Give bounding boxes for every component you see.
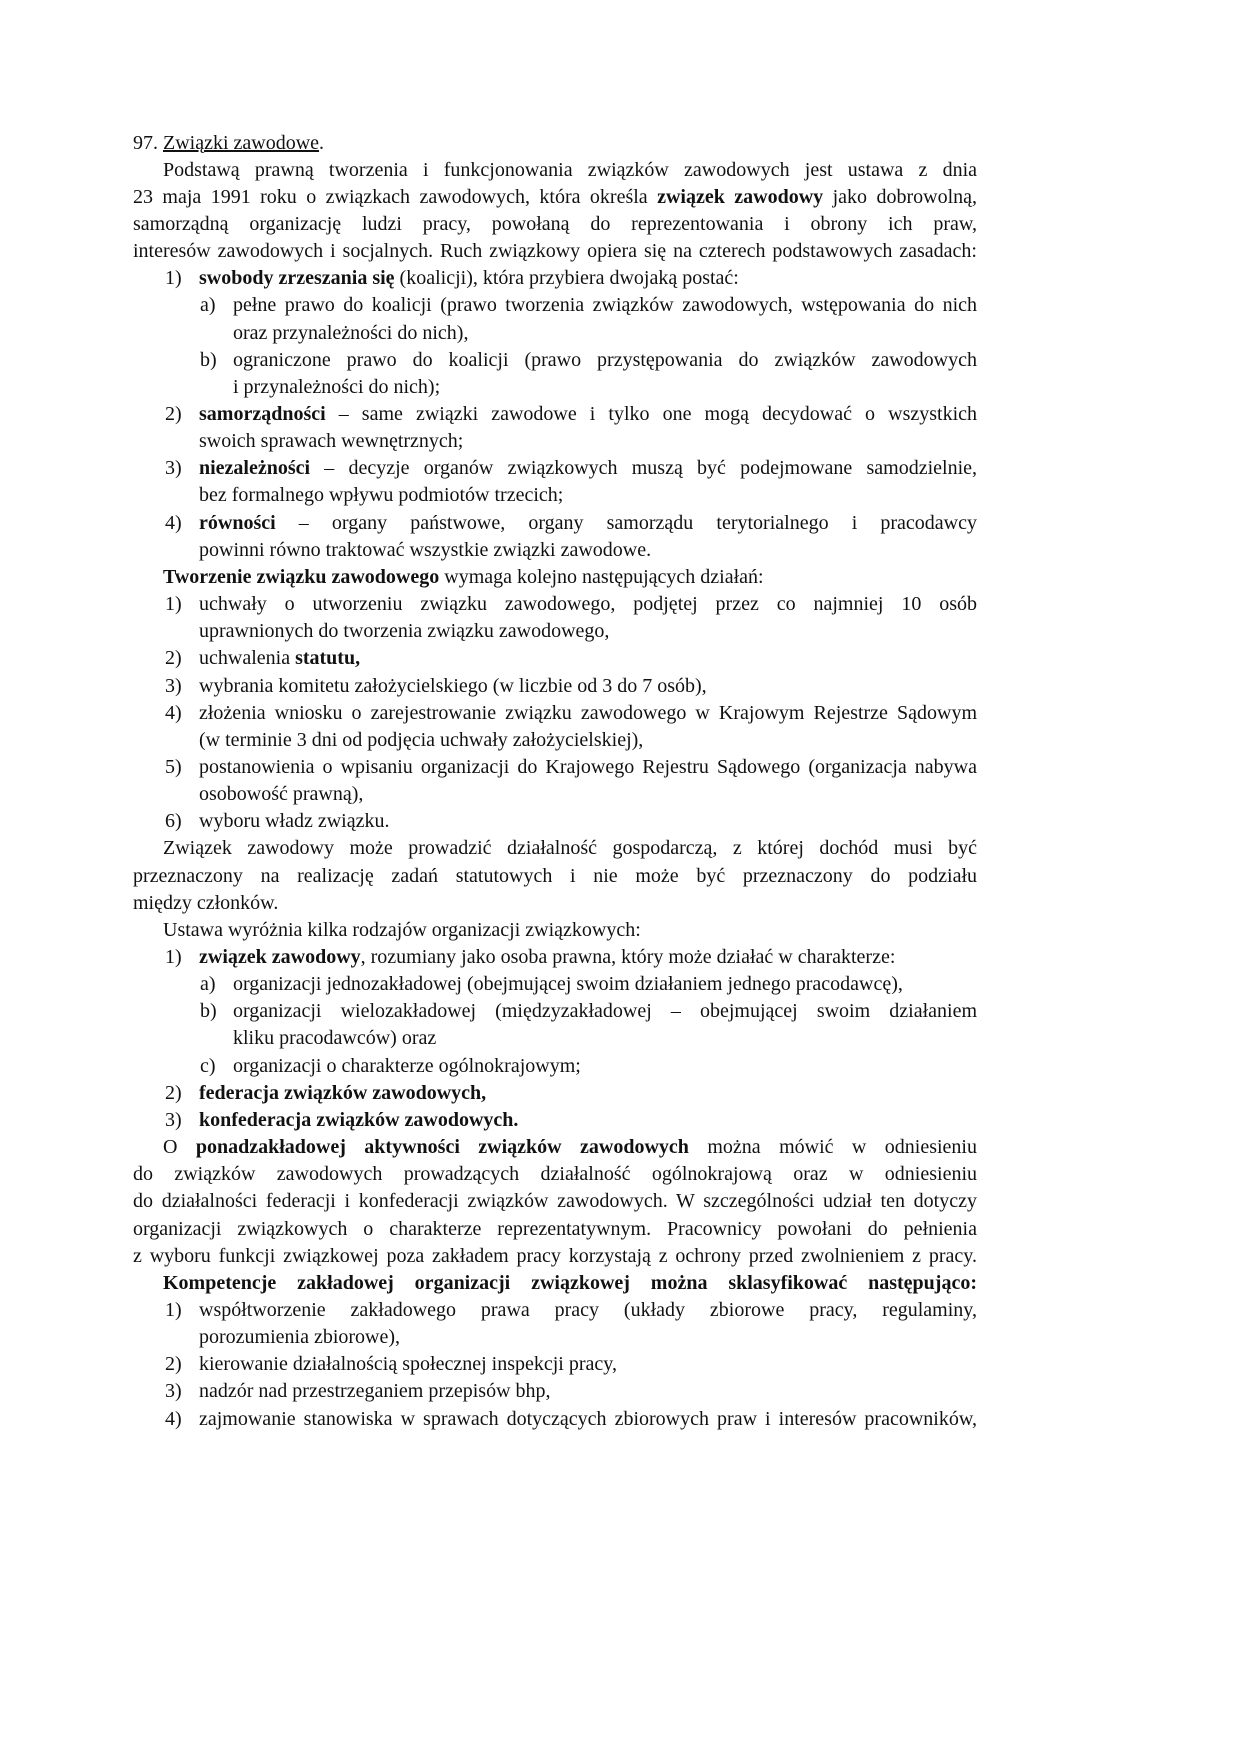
line-text [233, 292, 977, 319]
line-text [199, 808, 977, 835]
bold-text: niezależności [199, 457, 311, 480]
text-segment: kierowanie działalnością społecznej inspekcji pracy, [199, 1353, 617, 1376]
text-line [133, 1025, 977, 1052]
line-text [199, 645, 977, 672]
text-segment: wybrania komitetu założycielskiego (w liczbie od 3 do 7 osób), [199, 674, 707, 697]
text-line [133, 808, 977, 835]
text-line [133, 1053, 977, 1080]
line-text [199, 944, 977, 971]
text-line [133, 1107, 977, 1134]
line-text [199, 754, 977, 781]
text-line [133, 1378, 977, 1405]
text-segment: uchwały o utworzeniu związku zawodowego, podjętej przez co najmniej 10 osób [199, 593, 977, 616]
line-text [199, 1297, 977, 1324]
text-line [133, 320, 977, 347]
line-text [199, 265, 977, 292]
text-segment: – decyzje organów związkowych muszą być podejmowane samodzielnie, [310, 457, 977, 480]
text-line [133, 1406, 977, 1433]
line-text [163, 835, 977, 862]
line-text [163, 917, 977, 944]
text-segment: organizacji wielozakładowej (międzyzakładowej – obejmującej swoim działaniem [233, 1000, 977, 1023]
text-line [133, 1080, 977, 1107]
text-segment: – same związki zawodowe i tylko one mogą decydować o wszystkich [325, 403, 977, 425]
line-text [199, 401, 977, 428]
text-line [133, 1297, 977, 1324]
text-segment: z wyboru funkcji związkowej poza zakładem pracy korzystają z ochrony przed zwolnieniem z pracy. [133, 1244, 977, 1267]
line-text [199, 1324, 977, 1351]
line-text [133, 863, 977, 890]
text-line [133, 537, 977, 564]
text-line [133, 591, 977, 618]
text-line [133, 428, 977, 455]
text-line [133, 1134, 977, 1161]
text-line [133, 1351, 977, 1378]
text-line [133, 184, 977, 211]
text-line [133, 998, 977, 1025]
text-line [133, 347, 977, 374]
text-segment: Ustawa wyróżnia kilka rodzajów organizacji związkowych: [163, 918, 641, 941]
list-marker: 1) [165, 593, 182, 616]
text-segment: do działalności federacji i konfederacji związków zawodowych. W szczególności udział ten dotyczy [133, 1190, 977, 1213]
text-line [133, 374, 977, 401]
list-marker: 3) [165, 1108, 182, 1131]
text-segment: nadzór nad przestrzeganiem przepisów bhp, [199, 1380, 551, 1403]
bold-text: Kompetencje zakładowej organizacji związkowej można sklasyfikować następująco: [163, 1271, 977, 1294]
text-segment: do związków zawodowych prowadzących działalność ogólnokrajową oraz w odniesieniu [133, 1163, 977, 1186]
text-segment: organizacji związkowych o charakterze reprezentatywnym. Pracownicy powołani do pełnienia [133, 1217, 977, 1240]
line-text [199, 1406, 977, 1433]
text-line [133, 618, 977, 645]
line-text [199, 781, 977, 808]
bold-text: samorządności [199, 403, 326, 425]
text-line [133, 754, 977, 781]
text-line [133, 781, 977, 808]
text-line [133, 673, 977, 700]
line-text [199, 537, 977, 564]
text-line [133, 835, 977, 862]
text-line [133, 700, 977, 727]
bold-text: statutu, [295, 647, 361, 670]
list-marker: 1) [165, 267, 182, 290]
text-line [133, 238, 977, 265]
text-line [133, 944, 977, 971]
line-text [133, 1243, 977, 1270]
text-segment: ograniczone prawo do koalicji (prawo przystępowania do związków zawodowych [233, 348, 977, 371]
text-segment: organizacji o charakterze ogólnokrajowym; [233, 1054, 581, 1077]
line-text [233, 998, 977, 1025]
text-segment: wymaga kolejno następujących działań: [439, 565, 764, 588]
list-marker: 5) [165, 755, 182, 778]
line-text [199, 700, 977, 727]
text-segment: między członków. [133, 891, 279, 914]
bold-text: Tworzenie związku zawodowego [163, 565, 440, 588]
line-text [199, 727, 977, 754]
line-text [133, 211, 977, 238]
text-segment: jako dobrowolną, [823, 185, 978, 208]
text-segment: , rozumiany jako osoba prawna, który może działać w charakterze: [360, 946, 896, 968]
text-line [133, 1270, 977, 1297]
text-segment: powinni równo traktować wszystkie związki zawodowe. [199, 538, 652, 561]
line-text [133, 890, 977, 917]
line-text [163, 564, 977, 591]
bold-text: federacja związków zawodowych, [199, 1081, 487, 1104]
text-segment: postanowienia o wpisaniu organizacji do Krajowego Rejestru Sądowego (organizacja nabywa [199, 755, 977, 778]
list-marker: 4) [165, 511, 182, 534]
line-text [199, 482, 977, 509]
text-line [133, 917, 977, 944]
list-marker: 3) [165, 1380, 182, 1403]
list-marker: 2) [165, 647, 182, 670]
bold-text: związek zawodowy [657, 185, 824, 208]
text-segment: wyboru władz związku. [199, 810, 390, 833]
line-text [163, 157, 977, 184]
line-text [133, 130, 977, 157]
text-segment: złożenia wniosku o zarejestrowanie związku zawodowego w Krajowym Rejestrze Sądowym [199, 701, 977, 724]
line-text [199, 455, 977, 482]
list-marker: 6) [165, 810, 182, 833]
bold-text: swobody zrzeszania się [199, 267, 395, 290]
text-segment: organizacji jednozakładowej (obejmującej swoim działaniem jednego pracodawcę), [233, 973, 903, 996]
text-segment: uchwalenia [199, 647, 296, 670]
list-marker: c) [200, 1054, 216, 1077]
text-line [133, 863, 977, 890]
line-text [133, 1188, 977, 1215]
text-segment: oraz przynależności do nich), [233, 321, 469, 344]
text-line [133, 510, 977, 537]
list-marker: 3) [165, 457, 182, 480]
text-segment: pełne prawo do koalicji (prawo tworzenia związków zawodowych, wstępowania do nich [233, 294, 977, 317]
line-text [163, 1270, 977, 1297]
text-line [133, 1243, 977, 1270]
text-segment: 97. [133, 131, 163, 154]
bold-text: konfederacja związków zawodowych. [199, 1108, 519, 1131]
list-marker: a) [200, 973, 216, 996]
text-line [133, 645, 977, 672]
line-text [199, 591, 977, 618]
line-text [199, 428, 977, 455]
line-text [133, 238, 977, 265]
text-segment: można mówić w odniesieniu [688, 1136, 977, 1159]
line-text [233, 374, 977, 401]
line-text [199, 1378, 977, 1405]
text-segment: współtworzenie zakładowego prawa pracy (układy zbiorowe pracy, regulaminy, [199, 1298, 977, 1321]
text-segment: Podstawą prawną tworzenia i funkcjonowania związków zawodowych jest ustawa z dnia [163, 158, 977, 181]
line-text [199, 1080, 977, 1107]
text-line [133, 1188, 977, 1215]
text-segment: swoich sprawach wewnętrznych; [199, 430, 464, 453]
text-line [133, 455, 977, 482]
line-text [133, 1216, 977, 1243]
list-marker: 4) [165, 701, 182, 724]
line-text [133, 1161, 977, 1188]
line-text [233, 320, 977, 347]
text-segment: osobowość prawną), [199, 783, 364, 806]
text-segment: 23 maja 1991 roku o związkach zawodowych, która określa [133, 185, 658, 208]
line-text [233, 1025, 977, 1052]
text-segment: (koalicji), która przybiera dwojaką postać: [394, 267, 739, 290]
line-text [199, 510, 977, 537]
text-line [133, 211, 977, 238]
text-segment: – organy państwowe, organy samorządu terytorialnego i pracodawcy [275, 511, 977, 534]
line-text [199, 673, 977, 700]
list-marker: 3) [165, 674, 182, 697]
text-segment: uprawnionych do tworzenia związku zawodowego, [199, 620, 610, 643]
text-segment: O [163, 1136, 196, 1159]
text-line [133, 157, 977, 184]
text-line [133, 971, 977, 998]
text-segment: . [319, 131, 325, 154]
line-text [133, 184, 977, 211]
list-marker: b) [200, 1000, 217, 1023]
section-title [133, 130, 977, 157]
line-text [199, 618, 977, 645]
line-text [233, 347, 977, 374]
underlined-text: Związki zawodowe [163, 131, 320, 154]
text-segment: Związek zawodowy może prowadzić działalność gospodarczą, z której dochód musi być [163, 837, 977, 860]
text-line [133, 265, 977, 292]
text-line [133, 1161, 977, 1188]
text-segment: (w terminie 3 dni od podjęcia uchwały założycielskiej), [199, 728, 644, 751]
text-line [133, 564, 977, 591]
list-marker: 4) [165, 1407, 182, 1430]
list-marker: 1) [165, 1298, 182, 1321]
text-segment: kliku pracodawców) oraz [233, 1027, 437, 1050]
text-line [133, 1324, 977, 1351]
text-segment: porozumienia zbiorowe), [199, 1326, 401, 1349]
text-line [133, 292, 977, 319]
text-line [133, 401, 977, 428]
text-line [133, 482, 977, 509]
line-text [233, 971, 977, 998]
text-segment: interesów zawodowych i socjalnych. Ruch związkowy opiera się na czterech podstawowych zasadach: [133, 240, 977, 263]
list-marker: 2) [165, 403, 182, 425]
text-line [133, 890, 977, 917]
line-text [199, 1107, 977, 1134]
line-text [199, 1351, 977, 1378]
line-text [233, 1053, 977, 1080]
line-text [163, 1134, 977, 1161]
list-marker: b) [200, 348, 217, 371]
text-segment: bez formalnego wpływu podmiotów trzecich; [199, 484, 564, 507]
list-marker: 2) [165, 1081, 182, 1104]
text-segment: samorządną organizację ludzi pracy, powołaną do reprezentowania i obrony ich praw, [133, 212, 977, 235]
bold-text: równości [199, 511, 276, 534]
text-segment: i przynależności do nich); [233, 375, 441, 398]
bold-text: związek zawodowy [199, 946, 361, 968]
list-marker: a) [200, 294, 216, 317]
bold-text: ponadzakładowej aktywności związków zawodowych [195, 1136, 689, 1159]
list-marker: 1) [165, 946, 182, 968]
text-segment: przeznaczony na realizację zadań statutowych i nie może być przeznaczony do podziału [133, 864, 977, 887]
text-line [133, 727, 977, 754]
text-line [133, 1216, 977, 1243]
text-segment: zajmowanie stanowiska w sprawach dotyczących zbiorowych praw i interesów pracowników, [199, 1407, 977, 1430]
list-marker: 2) [165, 1353, 182, 1376]
